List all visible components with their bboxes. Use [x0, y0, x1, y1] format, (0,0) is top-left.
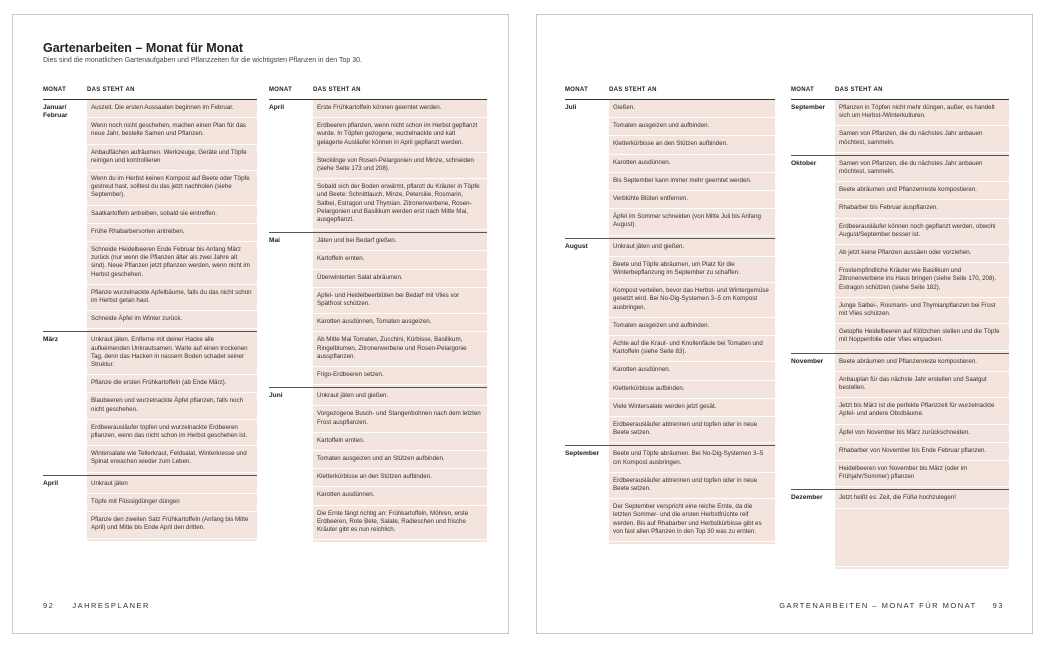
month-group [269, 387, 487, 542]
task-cell: Viele Wintersalate werden jetzt gesät. [609, 399, 775, 417]
task-cell: Sobald sich der Boden erwärmt, pflanzt du Kräuter in Töpfe und Beete: Schnittlauch, Minze, Petersilie, Rosmarin, Salbei, Estragon und Thymian. Zitronenverbene, Rosen-Pelargonien und Basilikum werden erst nach Mitte Mai, ausgepflanzt. [313, 179, 487, 230]
month-group [43, 100, 257, 331]
task-cell: Frigo-Erdbeeren setzen. [313, 367, 487, 385]
task-cell: Frühe Rhabarbersorten antreiben. [87, 224, 257, 242]
task-cell: Schneide Heidelbeeren Ende Februar bis Anfang März zurück (nur wenn die Pflanzen älter als zwei Jahre alt sind). Neue Pflanzen jetzt pflanzen werden, wenn nicht im Herbst geschehen. [87, 242, 257, 285]
task-cell: Erdbeerausläufer topfen und wurzelnackte Erdbeeren pflanzen, wenn das nicht schon im Herbst geschehen ist. [87, 420, 257, 446]
task-cell: Anbauplan für das nächste Jahr erstellen und Saatgut bestellen. [835, 372, 1009, 398]
month-group [791, 353, 1009, 490]
left-page [12, 14, 509, 634]
task-cell: Pflanze die ersten Frühkartoffeln (ab Ende März). [87, 375, 257, 393]
task-cell: Äpfel im Sommer schneiden (von Mitte Juli bis Anfang August). [609, 209, 775, 235]
month-label: Juni [269, 392, 283, 400]
task-list [609, 239, 775, 446]
task-cell [835, 509, 1009, 567]
task-cell: Kletterkürbisse an den Stützen aufbinden. [609, 136, 775, 154]
task-list [835, 156, 1009, 353]
task-list [87, 100, 257, 331]
task-cell: Kompost verteilen, bevor das Herbst- und Wintergemüse gesetzt wird. Bei No-Dig-Systemen 3–5 cm Kompost ausbringen. [609, 283, 775, 318]
task-cell: Unkraut jäten. Entferne mit deiner Hacke alle aufkeimenden Unkrautsamen. Warte auf einen trockenen Tag, denn das Hacken in nassem Boden schadet seiner Struktur. [87, 332, 257, 375]
task-cell: Tomaten ausgeizen und an Stützen aufbinden. [313, 451, 487, 469]
task-cell: Äpfel von November bis März zurückschneiden. [835, 425, 1009, 443]
header-tasks: DAS STEHT AN [313, 87, 361, 93]
task-cell: Wintersalate wie Tellerkraut, Feldsalat, Winterkresse und Spinat erwachen wieder zum Leben. [87, 446, 257, 472]
task-cell: Rhabarber von November bis Ende Februar pflanzen. [835, 443, 1009, 461]
task-cell: Frostempfindliche Kräuter wie Basilikum und Zitronenverbene ins Haus bringen (siehe Seite 170, 208). Estragon schützen (siehe Seite 182). [835, 263, 1009, 298]
task-cell: Kletterkürbisse aufbinden. [609, 381, 775, 399]
task-cell: Überwinterten Salat abräumen. [313, 270, 487, 288]
task-list [87, 332, 257, 474]
task-cell: Karotten ausdünnen, Tomaten ausgeizen. [313, 314, 487, 332]
task-cell: Anbauflächen aufräumen. Werkzeuge, Geräte und Töpfe reinigen und kontrollieren [87, 145, 257, 171]
task-cell: Unkraut jäten und gießen. [609, 239, 775, 257]
task-cell: Pflanzen in Töpfen nicht mehr düngen, außer, es handelt sich um Herbst-/Winterkulturen. [835, 100, 1009, 126]
task-cell: Die Ernte fängt richtig an: Frühkartoffeln, Möhren, erste Erdbeeren, Rote Bete, Salate, Radieschen und frische Kräuter gibt es nun reichlich. [313, 506, 487, 541]
month-label: Dezember [791, 494, 823, 502]
month-label: April [43, 479, 59, 487]
footer-left [43, 601, 150, 610]
task-cell: Pflanze den zweiten Satz Frühkartoffeln (Anfang bis Mitte April) und Mitte bis Ende April den dritten. [87, 512, 257, 538]
footer-right [779, 601, 1004, 610]
task-cell: Tomaten ausgeizen und aufbinden. [609, 118, 775, 136]
month-label: November [791, 357, 824, 365]
task-cell: Jäten und bei Bedarf gießen. [313, 233, 487, 251]
month-group [565, 100, 775, 238]
task-cell: Saatkartoffeln antreiben, sobald sie eintreffen. [87, 206, 257, 224]
month-label: Juli [565, 104, 577, 111]
task-cell: Kletterkürbisse an den Stützen aufbinden. [313, 469, 487, 487]
task-cell: Der September verspricht eine reiche Ernte, da die letzten Sommer- und die ersten Herbstfrüchte reif werden. Bis auf Rhabarber und Herbstkürbisse gibt es von fast allen Pflanzen in den Top 30 was zu ernten. [609, 499, 775, 542]
task-cell: Achte auf die Kraut- und Knollenfäule bei Tomaten und Kartoffeln (siehe Seite 83). [609, 336, 775, 362]
task-list [313, 388, 487, 542]
footer-label: JAHRESPLANER [72, 601, 150, 610]
header-tasks: DAS STEHT AN [609, 87, 657, 93]
task-cell: Erdbeeren pflanzen, wenn nicht schon im Herbst gepflanzt wurde. In Töpfen gezogene, wurzelnackte und kalt gelagerte Ausläufer können in April gepflanzt werden. [313, 118, 487, 153]
task-cell: Samen von Pflanzen, die du nächstes Jahr anbauen möchtest, sammeln. [835, 156, 1009, 182]
task-cell: Junge Salbei-, Rosmarin- und Thymianpflanzen bei Frost mit Vlies schützen. [835, 298, 1009, 324]
month-label: Januar/ Februar [43, 104, 68, 119]
task-list [835, 100, 1009, 155]
task-cell: Beete abräumen und Pflanzenreste kompostieren. [835, 182, 1009, 200]
task-cell: Erste Frühkartoffeln können geerntet werden. [313, 100, 487, 118]
task-cell: Karotten ausdünnen. [609, 362, 775, 380]
header-month: MONAT [43, 87, 67, 93]
task-cell: Unkraut jäten und gießen. [313, 388, 487, 406]
footer-label: GARTENARBEITEN – MONAT FÜR MONAT [779, 601, 977, 610]
task-cell: Blaubeeren und wurzelnackte Äpfel pflanzen, falls noch nicht geschehen. [87, 393, 257, 419]
task-cell: Samen von Pflanzen, die du nächstes Jahr anbauen möchtest, sammeln. [835, 126, 1009, 152]
header-month: MONAT [565, 87, 589, 93]
task-cell: Schneide Äpfel im Winter zurück. [87, 311, 257, 329]
task-cell: Karotten ausdünnen. [609, 155, 775, 173]
task-cell: Kartoffeln ernten. [313, 251, 487, 269]
month-label: März [43, 336, 59, 344]
column-header [565, 81, 775, 100]
month-group [43, 475, 257, 541]
task-cell: Pflanze wurzelnackte Apfelbäume, falls du das nicht schon im Herbst getan hast. [87, 285, 257, 311]
month-group [791, 100, 1009, 155]
task-cell: Erdbeerausläufer abtrennen und topfen oder in neue Beete setzen. [609, 417, 775, 443]
month-group [269, 100, 487, 232]
task-cell: Ab jetzt keine Pflanzen aussäen oder vorziehen. [835, 245, 1009, 263]
task-cell: Rhabarber bis Februar auspflanzen. [835, 200, 1009, 218]
page-number: 93 [992, 601, 1004, 610]
header-month: MONAT [791, 87, 815, 93]
task-cell: Stecklinge von Rosen-Pelargonien und Minze, schneiden (siehe Seite 173 und 208). [313, 153, 487, 179]
task-cell: Kartoffeln ernten. [313, 433, 487, 451]
task-cell: Jetzt bis März ist die perfekte Pflanzzeit für wurzelnackte Apfel- und andere Obstbäume. [835, 398, 1009, 424]
task-cell: Erdbeerausläufer können noch gepflanzt werden, obwohl August/September besser ist. [835, 219, 1009, 245]
task-cell: Beete und Töpfe abräumen, um Platz für die Winterbepflanzung im September zu schaffen. [609, 257, 775, 283]
task-list [609, 446, 775, 544]
month-group [269, 232, 487, 387]
task-cell: Bis September kann immer mehr geerntet werden. [609, 173, 775, 191]
task-cell: Beete und Töpfe abräumen. Bei No-Dig-Systemen 3–5 cm Kompost ausbringen. [609, 446, 775, 472]
task-cell: Karotten ausdünnen. [313, 487, 487, 505]
month-label: April [269, 104, 285, 111]
task-cell: Heidelbeeren von November bis März (oder im Frühjahr/Sommer) pflanzen [835, 461, 1009, 487]
task-cell: Wenn noch nicht geschehen, machen einen Plan für das neue Jahr, bestelle Samen und Pflanzen. [87, 118, 257, 144]
task-cell: Wenn du im Herbst keinen Kompost auf Beete oder Töpfe gestreut hast, solltest du das jetzt nachholen (siehe September). [87, 171, 257, 206]
table-column-2 [269, 81, 487, 542]
task-list [313, 233, 487, 387]
header-month: MONAT [269, 87, 293, 93]
header-tasks: DAS STEHT AN [835, 87, 883, 93]
table-column-3 [565, 81, 775, 544]
right-page [536, 14, 1033, 634]
page-subtitle: Dies sind die monatlichen Gartenaufgaben und Pflanzzeiten für die wichtigsten Pflanzen in den Top 30. [43, 57, 362, 64]
month-label: September [565, 450, 600, 458]
task-list [87, 476, 257, 541]
task-cell: Erdbeerausläufer abtrennen und topfen oder in neue Beete setzen. [609, 473, 775, 499]
month-label: Mai [269, 237, 280, 245]
month-group [565, 238, 775, 446]
table-column-1 [43, 81, 257, 541]
task-cell: Getopfte Heidelbeeren auf Klötzchen stellen und die Töpfe mit Noppenfolie oder Vlies einpacken. [835, 324, 1009, 350]
header-tasks: DAS STEHT AN [87, 87, 135, 93]
task-cell: Apfel- und Heidelbeerblüten bei Bedarf mit Vlies vor Spätfrost schützen. [313, 288, 487, 314]
task-cell: Ab Mitte Mai Tomaten, Zucchini, Kürbisse, Basilikum, Ringelblumen, Zitronenverbene und Rosen-Pelargonie ausspflanzen. [313, 332, 487, 367]
column-header [269, 81, 487, 100]
page-number: 92 [43, 601, 55, 610]
task-cell: Beete abräumen und Pflanzenreste kompostieren. [835, 354, 1009, 372]
column-header [791, 81, 1009, 100]
task-cell: Gießen. [609, 100, 775, 118]
task-cell: Verblühte Blüten entfernen. [609, 191, 775, 209]
task-list [835, 354, 1009, 490]
month-label: September [791, 104, 826, 111]
task-cell: Töpfe mit Flüssigdünger düngen [87, 494, 257, 512]
month-group [43, 331, 257, 474]
task-cell: Vorgezogene Busch- und Stangenbohnen nach dem letzten Frost auspflanzen. [313, 406, 487, 432]
task-cell: Jetzt heißt es: Zeit, die Füße hochzulegen! [835, 490, 1009, 508]
task-cell: Unkraut jäten [87, 476, 257, 494]
task-list [313, 100, 487, 232]
month-group [791, 489, 1009, 568]
column-header [43, 81, 257, 100]
task-list [835, 490, 1009, 568]
task-cell: Tomaten ausgeizen und aufbinden. [609, 318, 775, 336]
month-label: August [565, 242, 588, 250]
month-group [791, 155, 1009, 353]
task-cell: Auszeit. Die ersten Aussaaten beginnen im Februar. [87, 100, 257, 118]
task-list [609, 100, 775, 238]
table-column-4 [791, 81, 1009, 569]
month-group [565, 445, 775, 544]
month-label: Oktober [791, 159, 817, 167]
page-title: Gartenarbeiten – Monat für Monat [43, 41, 244, 55]
